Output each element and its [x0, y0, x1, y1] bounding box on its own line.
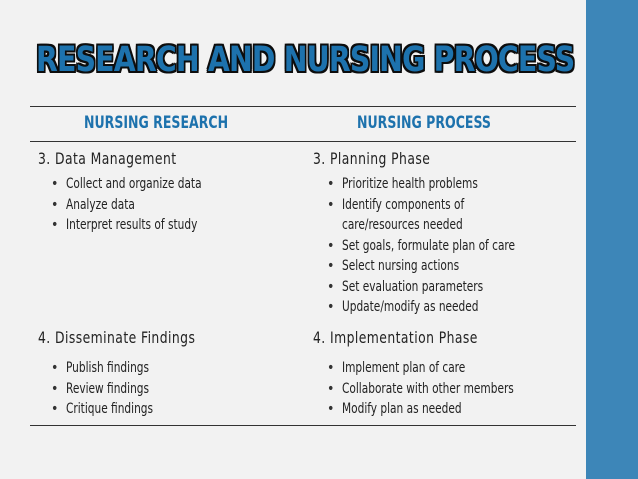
list-item-continuation: care/resources needed — [342, 217, 463, 233]
data-management-heading: 3. Data Management — [38, 149, 177, 168]
column-header-nursing-process: NURSING PROCESS — [357, 113, 491, 133]
planning-phase-heading: 3. Planning Phase — [313, 149, 431, 168]
list-item: • Set evaluation parameters — [327, 277, 548, 298]
list-item: • Analyze data — [51, 195, 227, 216]
list-item: • Select nursing actions — [327, 256, 548, 277]
list-item: • Prioritize health problems — [327, 174, 548, 195]
list-item: • Implement plan of care — [327, 358, 547, 379]
side-accent-bar — [586, 0, 638, 479]
column-header-nursing-research: NURSING RESEARCH — [84, 113, 229, 133]
list-item: • Interpret results of study — [51, 215, 227, 236]
list-item: • Modify plan as needed — [327, 399, 547, 420]
planning-phase-list — [327, 174, 548, 318]
list-item: • Identify components of — [327, 195, 548, 216]
list-item: • Set goals, formulate plan of care — [327, 236, 548, 257]
disseminate-findings-heading: 4. Disseminate Findings — [38, 328, 196, 347]
list-item: • Update/modify as needed — [327, 297, 548, 318]
implementation-phase-heading: 4. Implementation Phase — [313, 328, 478, 347]
list-item: • Collaborate with other members — [327, 379, 547, 400]
table-top-rule — [30, 106, 576, 107]
list-item: • Collect and organize data — [51, 174, 227, 195]
header-divider-rule — [30, 141, 576, 142]
implementation-phase-list — [327, 358, 547, 420]
list-item: • Publish findings — [51, 358, 170, 379]
list-item: • Critique findings — [51, 399, 170, 420]
list-item: • Review findings — [51, 379, 170, 400]
disseminate-findings-list — [51, 358, 170, 420]
data-management-list — [51, 174, 227, 236]
slide-title: RESEARCH AND NURSING PROCESS — [36, 40, 575, 80]
table-bottom-rule — [30, 425, 576, 426]
